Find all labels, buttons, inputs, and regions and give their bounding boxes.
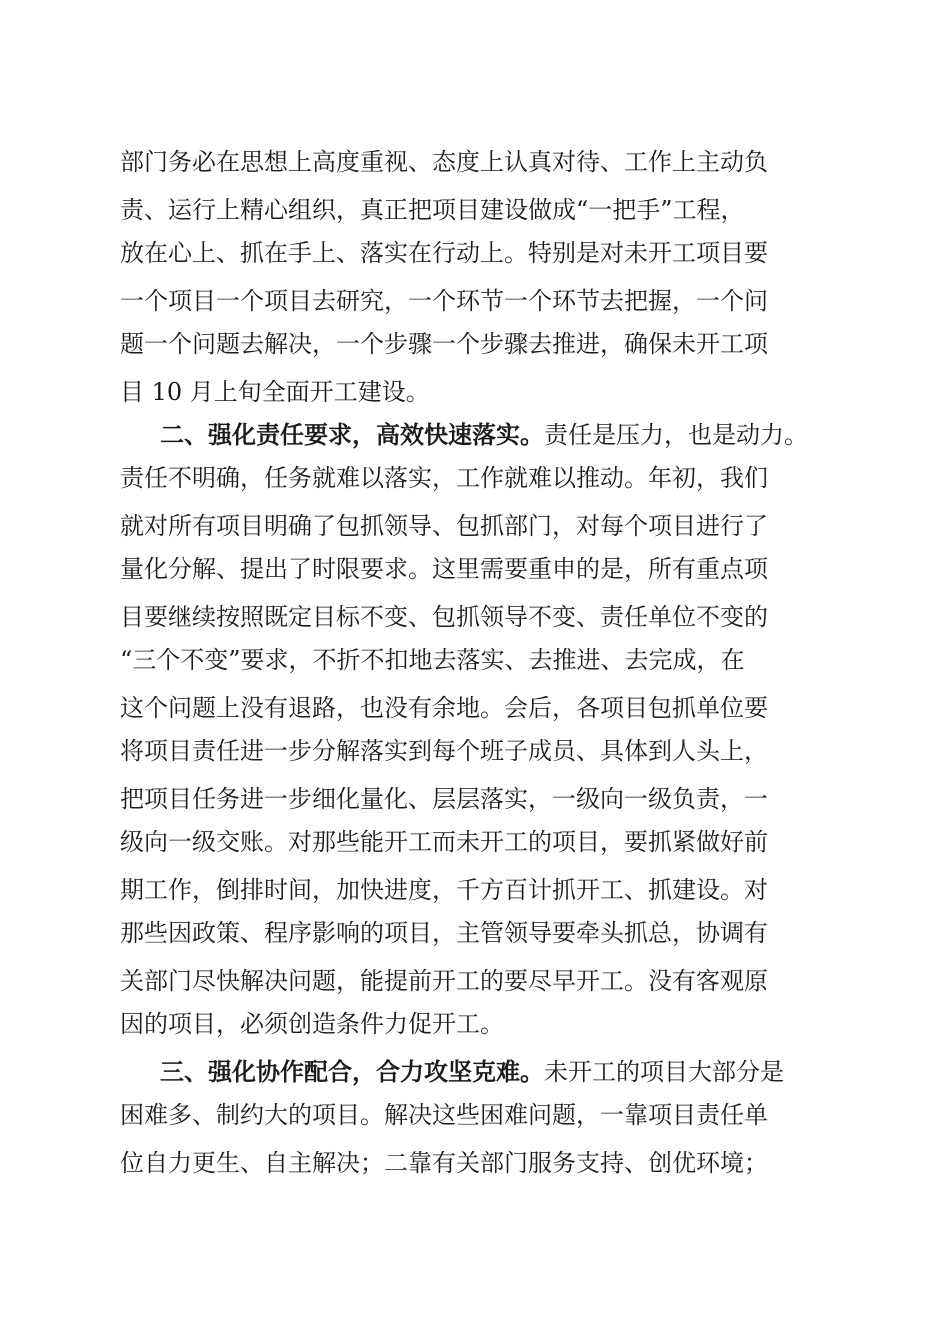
paragraph-line: 题一个问题去解决，一个步骤一个步骤去推进，确保未开工项 — [120, 330, 768, 358]
paragraph-line: 责任不明确，任务就难以落实，工作就难以推动。年初，我们 — [120, 464, 768, 492]
paragraph-line: 放在心上、抓在手上、落实在行动上。特别是对未开工项目要 — [120, 239, 768, 267]
paragraph-line: 将项目责任进一步分解落实到每个班子成员、具体到人头上， — [120, 737, 768, 765]
paragraph-line: 量化分解、提出了时限要求。这里需要重申的是，所有重点项 — [120, 555, 768, 583]
paragraph-line: 把项目任务进一步细化量化、层层落实，一级向一级负责，一 — [120, 785, 768, 813]
paragraph-line: 这个问题上没有退路，也没有余地。会后，各项目包抓单位要 — [120, 694, 768, 722]
paragraph-line: 位自力更生、自主解决；二靠有关部门服务支持、创优环境； — [120, 1149, 768, 1177]
section-3-first-line — [160, 1055, 784, 1089]
paragraph-line: 一个项目一个项目去研究，一个环节一个环节去把握，一个问 — [120, 287, 768, 315]
section-3-heading: 三、强化协作配合，合力攻坚克难。 — [160, 1058, 544, 1086]
paragraph-line: 那些因政策、程序影响的项目，主管领导要牵头抓总，协调有 — [120, 919, 768, 947]
paragraph-line: 级向一级交账。对那些能开工而未开工的项目，要抓紧做好前 — [120, 828, 768, 856]
section-3-first-line-text: 未开工的项目大部分是 — [544, 1058, 784, 1086]
paragraph-line: 关部门尽快解决问题，能提前开工的要尽早开工。没有客观原 — [120, 967, 768, 995]
paragraph-line: 期工作，倒排时间，加快进度，千方百计抓开工、抓建设。对 — [120, 876, 768, 904]
paragraph-line: 因的项目，必须创造条件力促开工。 — [120, 1010, 504, 1038]
paragraph-line: 责、运行上精心组织，真正把项目建设做成“一把手”工程， — [120, 196, 745, 224]
paragraph-line: 就对所有项目明确了包抓领导、包抓部门，对每个项目进行了 — [120, 512, 768, 540]
paragraph-line: 部门务必在思想上高度重视、态度上认真对待、工作上主动负 — [120, 148, 768, 176]
section-2-first-line — [160, 418, 808, 452]
paragraph-line: 目要继续按照既定目标不变、包抓领导不变、责任单位不变的 — [120, 603, 768, 631]
section-2-heading: 二、强化责任要求，高效快速落实。 — [160, 421, 544, 449]
section-2-first-line-text: 责任是压力，也是动力。 — [544, 421, 808, 449]
paragraph-line: “三个不变”要求，不折不扣地去落实、去推进、去完成，在 — [120, 646, 745, 674]
paragraph-line: 困难多、制约大的项目。解决这些困难问题，一靠项目责任单 — [120, 1101, 768, 1129]
paragraph-line: 目 10 月上旬全面开工建设。 — [120, 378, 430, 406]
